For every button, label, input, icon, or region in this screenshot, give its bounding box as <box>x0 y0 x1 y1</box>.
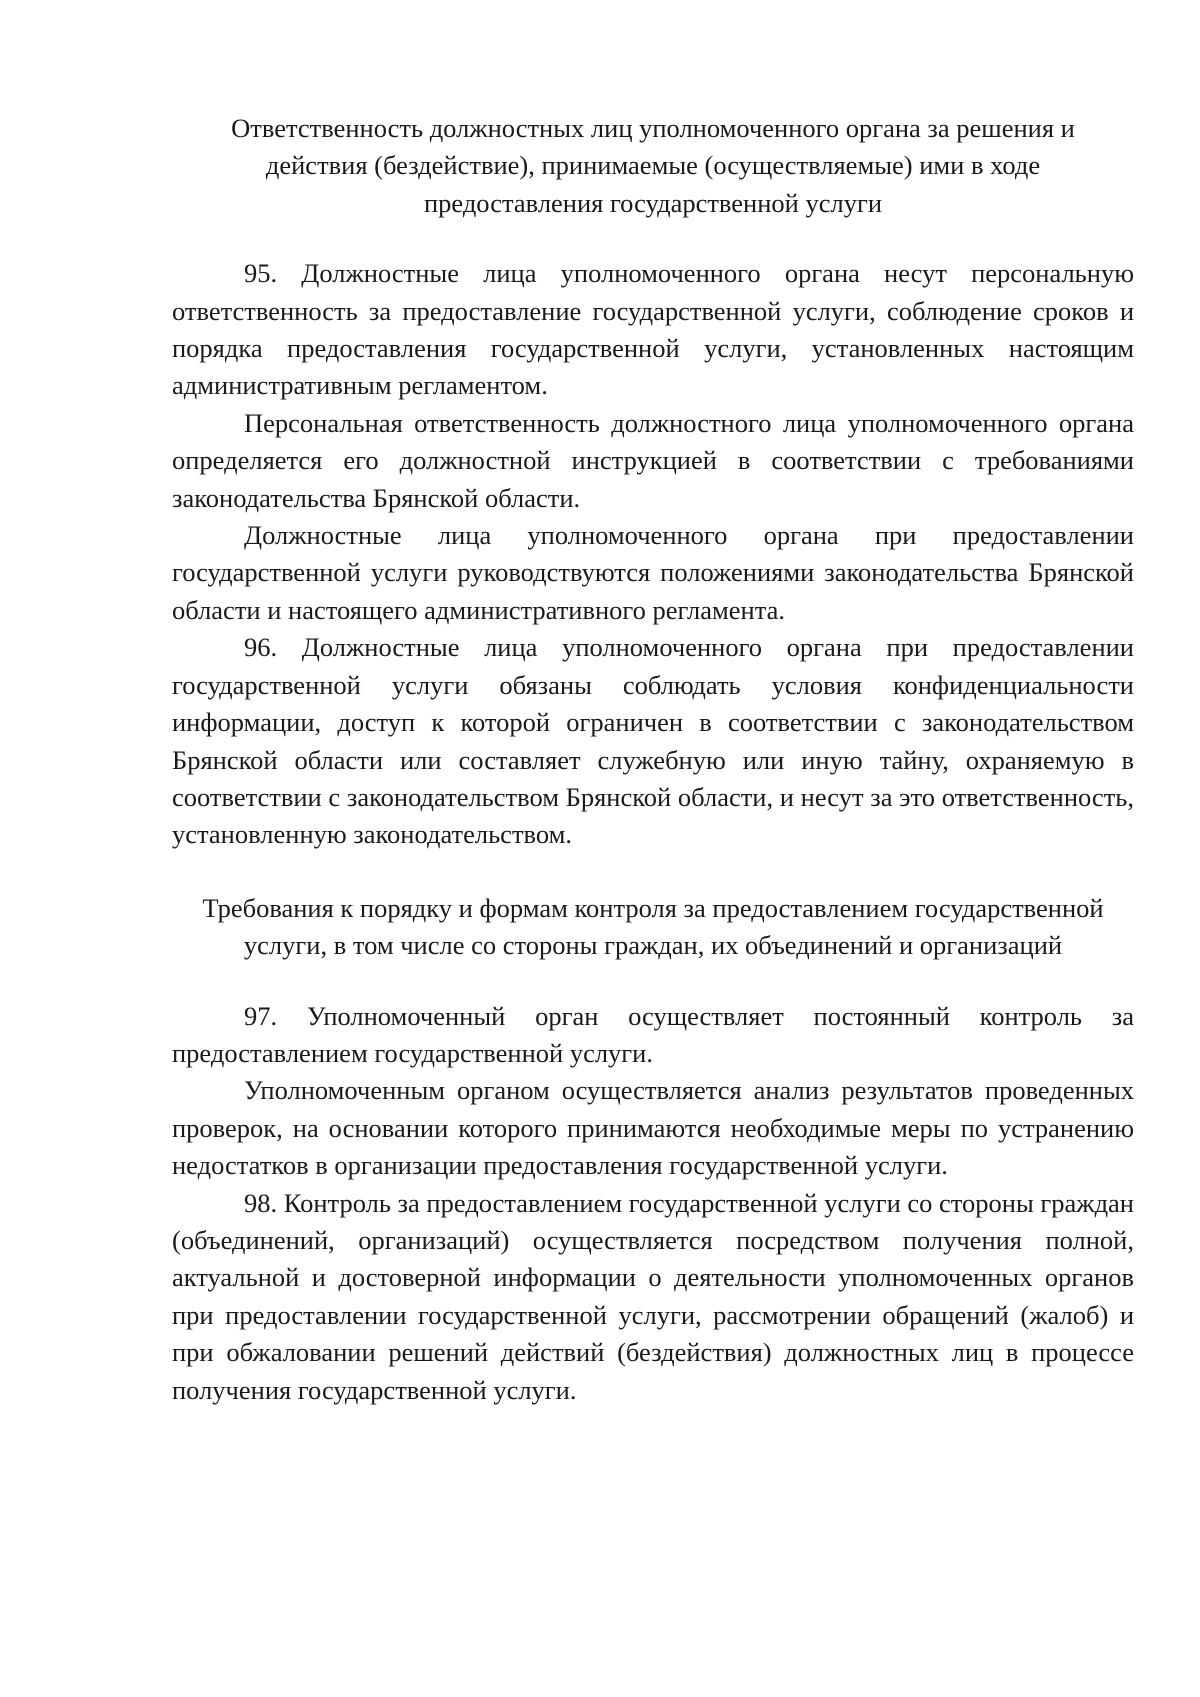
paragraph-98: 98. Контроль за предоставлением государственной услуги со стороны граждан (объединений, организаций) осуществляется посредством получения полной, актуальной и достоверной информации о деятельности уполномоченных органов при предоставлении государственной услуги, рассмотрении обращений (жалоб) и при обжаловании решений действий (бездействия) должностных лиц в процессе получения государственной услуги. <box>172 1187 1134 1405</box>
document-page <box>172 110 1134 1409</box>
paragraph-personal-responsibility: Персональная ответственность должностного лица уполномоченного органа определяется его должностной инструкцией в соответствии с требованиями законодательства Брянской области. <box>172 407 1134 513</box>
paragraph-95: 95. Должностные лица уполномоченного органа несут персональную ответственность за предоставление государственной услуги, соблюдение сроков и порядка предоставления государственной услуги, установленных настоящим административным регламентом. <box>172 258 1134 401</box>
paragraph-96: 96. Должностные лица уполномоченного органа при предоставлении государственной услуги обязаны соблюдать условия конфиденциальности информации, доступ к которой ограничен в соответствии с законодательством Брянской области или составляет служебную или иную тайну, охраняемую в соответствии с законодательством Брянской области, и несут за это ответственность, установленную законодательством. <box>172 632 1134 850</box>
paragraph-97: 97. Уполномоченный орган осуществляет постоянный контроль за предоставлением государственной услуги. <box>172 1000 1134 1068</box>
section-body-responsibility <box>172 255 1134 854</box>
section-heading-responsibility: Ответственность должностных лиц уполномоченного органа за решения и действия (бездействие), принимаемые (осуществляемые) ими в ходе предоставления государственной услуги <box>231 113 1075 218</box>
paragraph-officials-guided: Должностные лица уполномоченного органа при предоставлении государственной услуги руководствуются положениями законодательства Брянской области и настоящего административного регламента. <box>172 520 1134 625</box>
section-body-control <box>172 998 1134 1409</box>
section-heading-control: Требования к порядку и формам контроля за предоставлением государственной услуги, в том числе со стороны граждан, их объединений и организаций <box>202 892 1104 961</box>
paragraph-analysis: Уполномоченным органом осуществляется анализ результатов проведенных проверок, на основании которого принимаются необходимые меры по устранению недостатков в организации предоставления государственной услуги. <box>172 1075 1134 1181</box>
